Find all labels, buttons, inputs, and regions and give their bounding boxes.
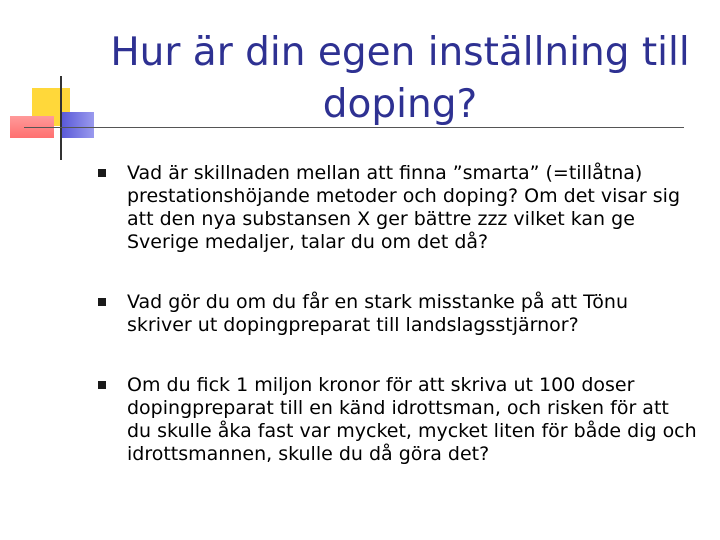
decorative-logo-graphic	[0, 0, 110, 170]
bullet-square-icon	[98, 381, 106, 389]
bullet-item-2	[98, 291, 698, 337]
bullet-text-1: Vad är skillnaden mellan att finna ”smarta” (=tillåtna) prestationshöjande metoder och doping? Om det visar sig att den nya substansen X ger bättre zzz vilket kan ge Sverige medaljer, talar du om det då?	[127, 162, 681, 253]
logo-blue-square	[62, 112, 94, 138]
bullet-square-icon	[98, 298, 106, 306]
bullet-text-2: Vad gör du om du får en stark misstanke på att Tönu skriver ut dopingpreparat till landslagsstjärnor?	[127, 291, 628, 336]
bullet-item-3	[98, 374, 698, 466]
slide-title: Hur är din egen inställning till doping?	[110, 30, 690, 127]
bullet-square-icon	[98, 169, 106, 177]
bullet-item-1	[98, 162, 698, 254]
bullet-text-3: Om du fick 1 miljon kronor för att skriva ut 100 doser dopingpreparat till en känd idrottsman, och risken för att du skulle åka fast var mycket, mycket liten för både dig och idrottsmannen, skulle du då göra det?	[127, 374, 697, 465]
logo-vertical-line	[60, 76, 62, 160]
bullet-list	[98, 162, 698, 503]
